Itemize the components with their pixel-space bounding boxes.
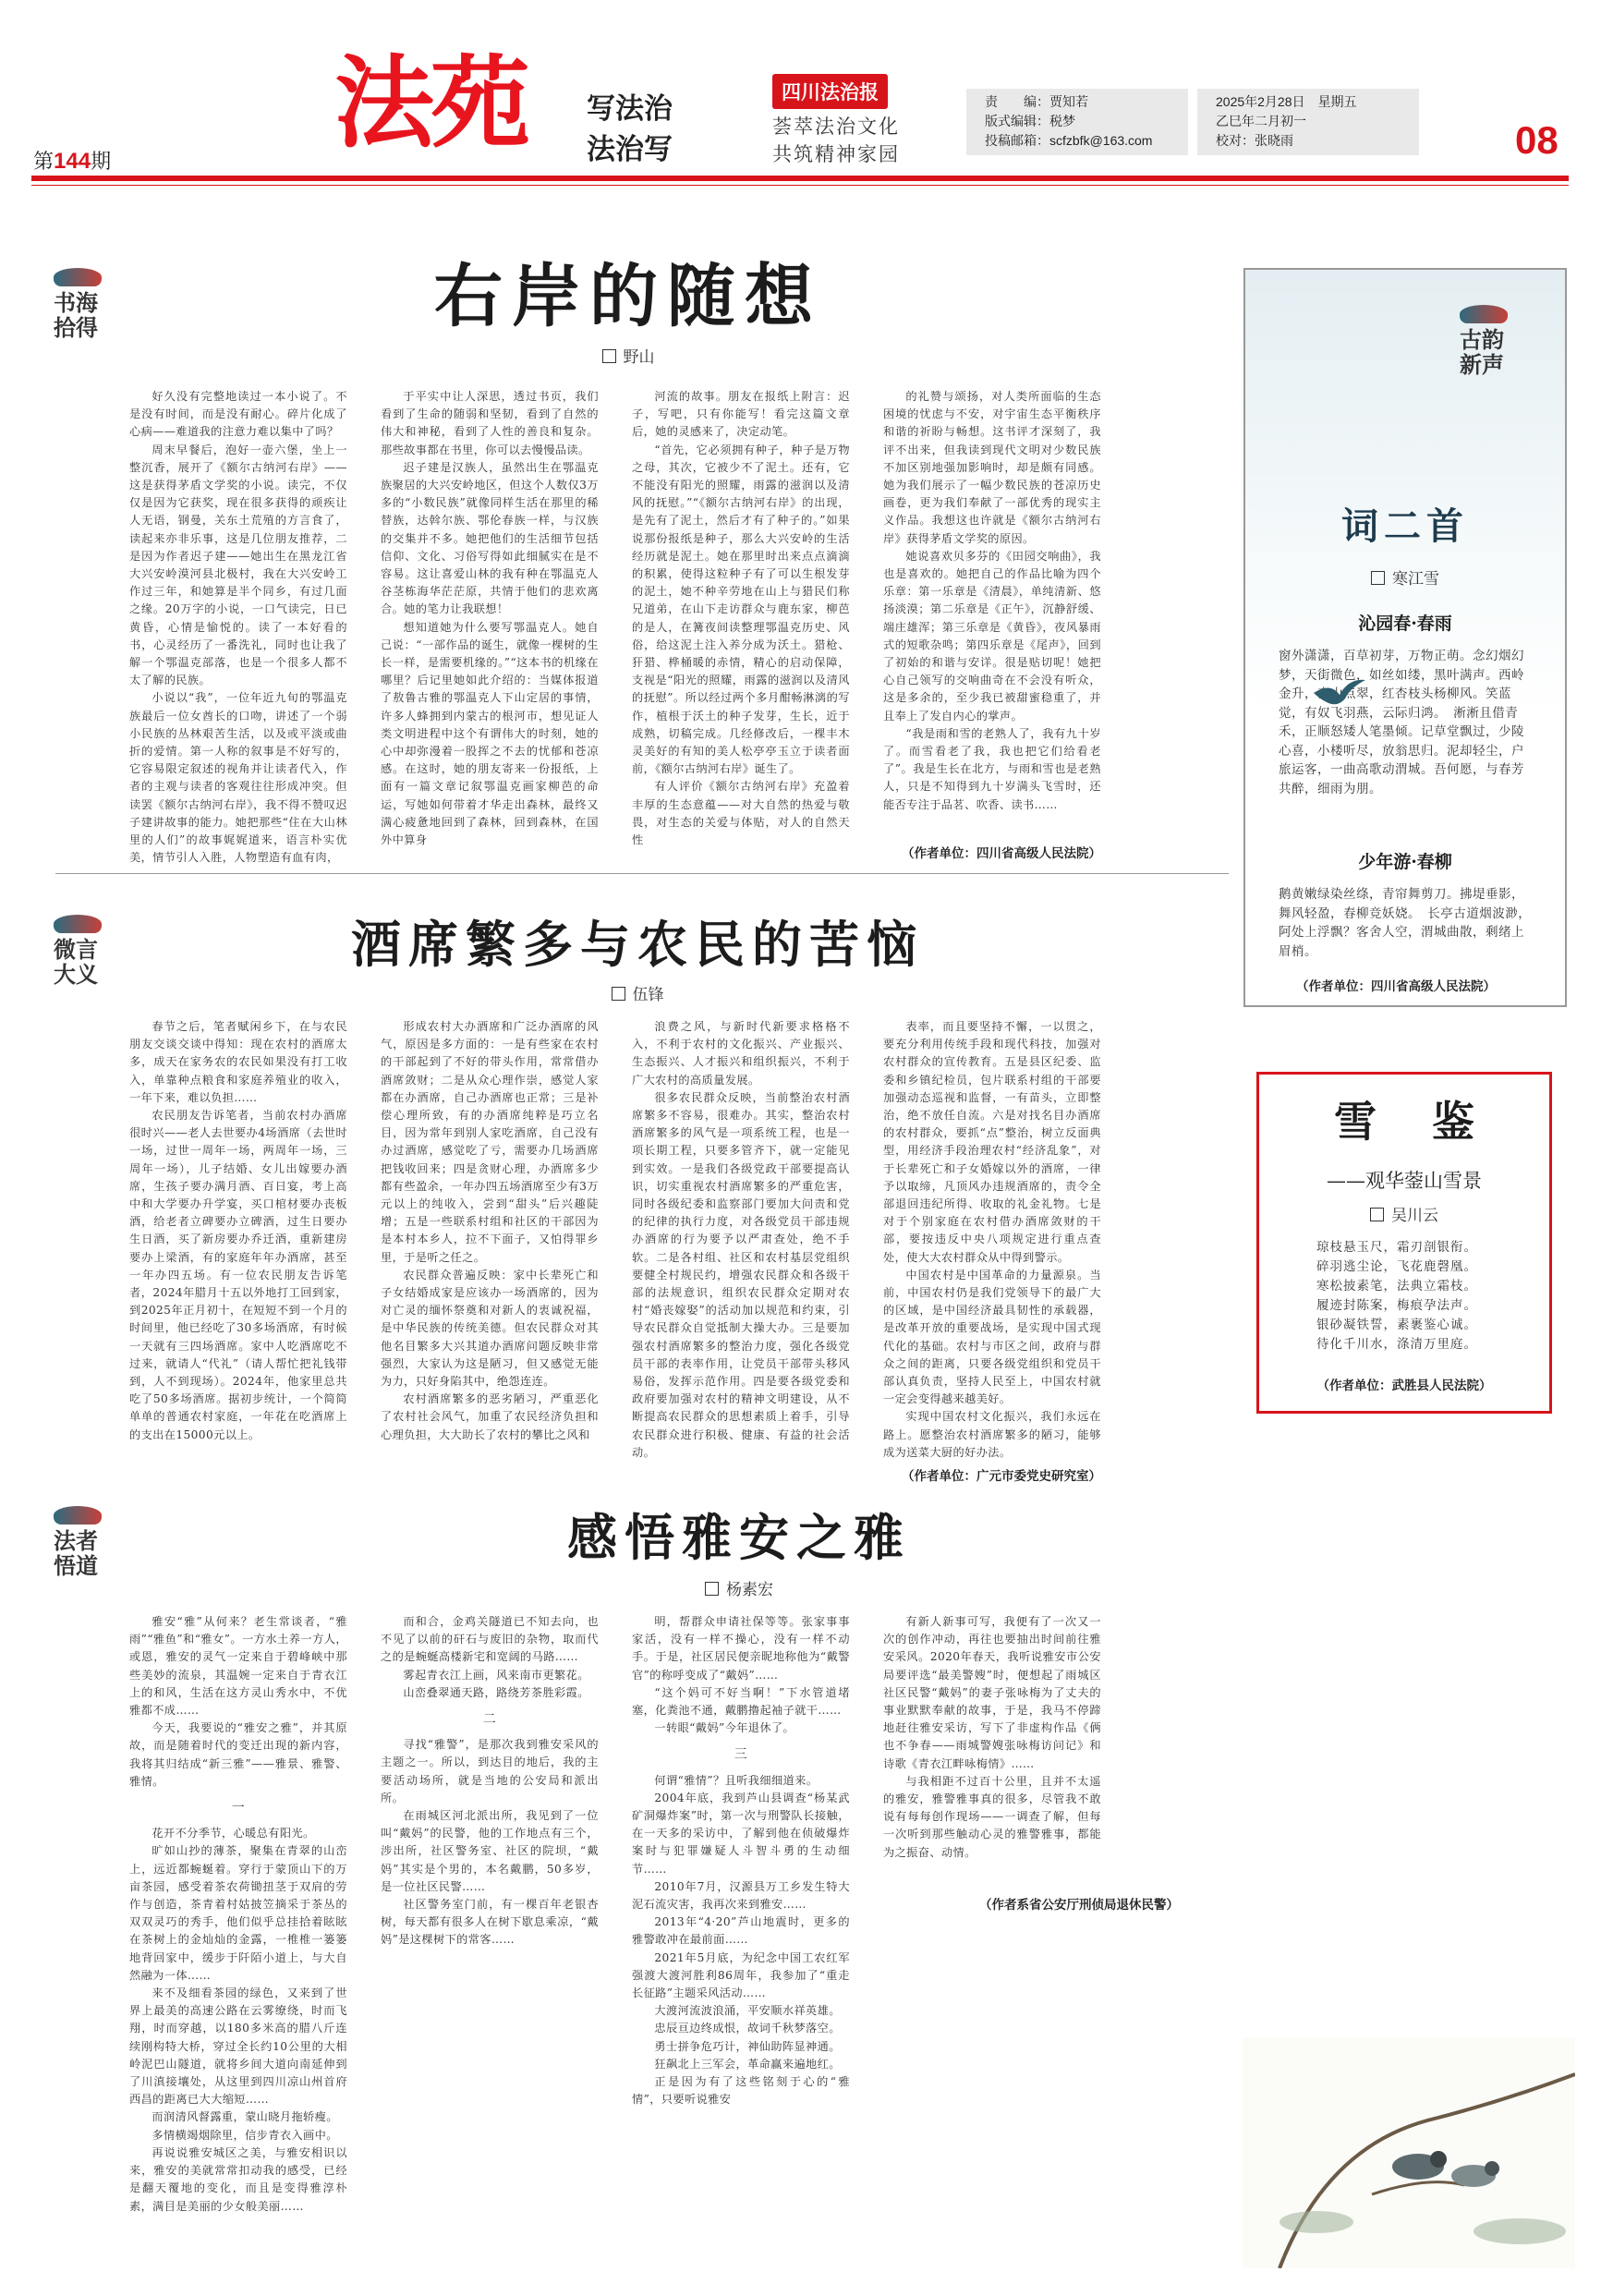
article3-col2: 而和合，金鸡关隧道已不知去向，也不见了以前的矸石与废旧的杂物，取而代之的是蜿蜒高楼新宅和宽阔的马路…… 雾起青衣江上画，风来南市更繁花。 山峦叠翠通天路，路绕芳茶胜彩霞。 二 寻找“雅警”，是那次我到雅安采风的主题之一。所以，到达目的地后，我的主要活动场所，就是当地的公安局和派出所。 在雨城区河北派出所，我见到了一位叫“戴妈”的民警，他的工作地点有三个，涉出所，社区警务室、社区的院坝，“戴妈”其实是个男的，本名戴鹏，50多岁，是一位社区民警…… 社区警务室门前，有一棵百年老银杏树，每天都有很多人在树下歇息乘凉，“戴妈”是这棵树下的常客…… [381,1615,599,1947]
masthead-slogan: 写法治 法治写 [587,92,673,166]
article3-col1: 雅安“雅”从何来？老生常谈者，“雅雨”“雅鱼”和“雅女”。一方水土养一方人，或恩，雅安的灵气一定来自于碧峰峡中那些美妙的流泉，其温婉一定来自于青衣江上的和风，生活在这方灵山秀水中，不优雅都不成…… 今天，我要说的“雅安之雅”，并其原故，而是随着时代的变迁出现的新内容，我将其归结成“新三雅”——雅景、雅警、雅情。 一 花开不分季节，心暖总有阳光。 旷如山抄的薄茶，聚集在青翠的山峦上，远近都蜿蜒着。穿行于蒙顶山下的万亩茶园，感受着茶农荷锄扭茎于双肩的劳作与创造，茶青着村姑披笠摘采于茶丛的双双灵巧的秀手，他们似乎总挂拾着眩眩在茶树上的金灿灿的金露，一椎椎一篓篓地背回家中，缓步于阡陌小道上，与大自然融为一体…… 来不及细看茶园的绿色，又来到了世界上最美的高速公路在云雾缭绕，时而飞翔，时而穿越，以180多米高的腊八斤连续刚构特大桥，穿过全长约10公里的大相岭泥巴山隧道，就将乡间大道向南延伸到了川滇接壤处，从这里到四川凉山州首府西昌的距离已大大缩短…… 而润清风督露重，蒙山晓月拖轿瘦。 多情横竭烟除里，信步青衣入画中。 再说说雅安城区之美，与雅安相识以来，雅安的美就常常扣动我的感受，已经是翻天覆地的变化，而且是变得雅淳朴素，满目是美丽的少女般美丽…… [129,1615,347,2213]
poems-unit: （作者单位：四川省高级人民法院） [1296,979,1496,994]
birds-painting-illustration [1243,2037,1575,2268]
divider [55,873,1229,874]
article2-title: 酒席繁多与农民的苦恼 [351,915,924,974]
article2-col4: 表率，而且要坚持不懈，一以贯之，要充分利用传统手段和现代科技，加强对农村群众的宣传教育。五是县区纪委、监委和乡镇纪检员，包片联系村组的干部要加强动态巡视和监督，一有苗头，立即整治，绝不放任自流。六是对找名目办酒席的农村群众，要抓“点”整治，树立反面典型，用经济手段治理农村“经济乱象”，对于长辈死亡和子女婚嫁以外的酒席，一律予以取缔，凡顶风办违规酒席的，责令全部退回违纪所得、收取的礼金礼物。七是对于个别家庭在农村借办酒席敛财的干部，要按违反中央八项规定进行重点查处，使大大农村群众从中得到警示。 中国农村是中国革命的力量源泉。当前，中国农村仍是我们党领导下的最广大的区域，是中国经济最具韧性的承载器，是改革开放的重要战场，是实现中国式现代化的基础。农村与市区之间，政府与群众之间的距离，只要各级党组织和党员干部认真负责，坚持人民至上，中国农村就一定会变得越来越美好。 实现中国农村文化振兴，我们永远在路上。愿整治农村酒席繁多的陋习，能够成为送菜大厨的好办法。 [883,1020,1101,1459]
article3-col3: 明，帮群众申请社保等等。张家事事家活，没有一样不操心，没有一样不动手。于是，社区居民便亲昵地称他为“戴警官”的称呼变成了“戴妈”…… “这个妈可不好当啊！”下水管道堵塞，化粪池不通，戴鹏撸起袖子就干…… 一转眼“戴妈”今年退休了。 三 何谓“雅情”？且听我细细道来。 2004年底，我到芦山县调查“杨某武矿洞爆炸案”时，第一次与刑警队长接触，在一天多的采访中，了解到他在侦破爆炸案时与犯罪嫌疑人斗智斗勇的生动细节…… 2010年7月，汉源县万工乡发生特大泥石流灾害，我再次来到雅安…… 2013年“4·20”芦山地震时，更多的雅警敢冲在最前面…… 2021年5月底，为纪念中国工农红军强渡大渡河胜利86周年，我参加了“重走长征路”主题采风活动…… 大渡河流波浪涌，平安顺水祥英雄。 忠辰亘边终成恨，故词千秋梦落空。 勇士拼争危巧计，神仙助阵显神通。 狂飙北上三军会，革命赢来遍地红。 正是因为有了这些铭刻于心的“雅情”，只要听说雅安 [632,1615,850,2107]
column-tag-weiyan: 微言大义 [54,915,98,987]
poem2-name: 少年游·春柳 [1358,852,1452,872]
masthead-logo: 法苑 [334,45,528,162]
swallow-icon [1312,674,1367,711]
newspaper-brand: 四川法治报 [772,74,888,109]
editor-info: 责 编：贾知若 版式编辑：税梦 投稿邮箱：scfzbfk@163.com [966,89,1188,155]
article1-byline: 野山 [277,344,979,367]
date-info: 2025年2月28日 星期五 乙巳年二月初一 校对：张晓雨 [1197,89,1419,155]
issue-number: 第144期 [33,149,112,174]
article1-col2: 于平实中让人深思，透过书页，我们看到了生命的随弱和坚韧，看到了自然的伟大和神秘，看到了人性的善良和复杂。那些故事都在书里，你可以去慢慢品读。 迟子建是汉族人，虽然出生在鄂温克族聚居的大兴安岭地区，但这个人数仅3万多的“小数民族”就像同样生活在那里的稀替族，达斡尔族、鄂伦春族一样，与汉族的交集并不多。她把他们的生活细节包括信仰、文化、习俗写得如此细腻实在是不容易。这让喜爱山林的我有种在鄂温克人谷茎栋海华茫茫原，共情于他们的悲欢离合。她的笔力让我联想！ 想知道她为什么要写鄂温克人。她自己说：“一部作品的诞生，就像一棵树的生长一样，是需要机缘的。”“这本书的机缘在哪里？后记里她如此介绍的：当媒体报道了敖鲁古雅的鄂温克人下山定居的事情，许多人蜂拥到内蒙古的根河市，想见证人类文明进程中这个有谓伟大的时刻，她的心中却弥漫着一股挥之不去的忧郁和苍凉感。在这时，她的朋友寄来一份报纸，上面有一篇文章记叙鄂温克画家柳芭的命运，写她如何带着才华走出森林，最终又满心疲惫地回到了森林，回到森林，在国外中算身 [381,390,599,847]
article1-title: 右岸的随想 [434,257,822,336]
article1-col1: 好久没有完整地读过一本小说了。不是没有时间，而是没有耐心。碎片化成了心病——难道我的注意力难以集中了吗？ 周末早餐后，泡好一壶六堡，坐上一整沉香，展开了《额尔古纳河右岸》——这是获得茅盾文学奖的小说。读完，不仅仅是因为它获奖，现在很多获得的顽疾让人无语，钢曼，关东土荒殖的方言食了，读起来亦非乐事，这是几位朋友推荐，二是因为作者迟子建——她出生在黑龙江省大兴安岭漠河县北极村，我在大兴安岭工作过三年，和她算是半个同乡，有过几面之缘。20万字的小说，一口气读完，日已黄昏，心情是愉悦的。读了一本好看的书，心灵经历了一番洗礼，同时也让我了解一个鄂温克部落，也是一个很多人都不太了解的民族。 小说以“我”，一位年近九旬的鄂温克族最后一位女酋长的口吻，讲述了一个弱小民族的丛林艰苦生活，以及或平淡或曲折的爱情。第一人称的叙事是不好写的，它容易限定叙述的视角并让读者代入，作者的主观与读者的客观往往形成冲突。但读罢《额尔古纳河右岸》，我不得不赞叹迟子建讲故事的能力。她把那些“住在大山林里的人们”的故事娓娓道来，语言朴实优美，情节引人入胜，人物塑造有血有肉， [129,390,347,865]
article3-unit: （作者系省公安厅刑侦局退休民警） [979,1898,1179,1913]
article1-col4: 的礼赞与颂扬，对人类所面临的生态困境的忧虑与不安，对宇宙生态平衡秩序和谐的祈盼与畅想。这书评才深刻了，我评不出来，但我读到现代文明对少数民族不加区别地强加影响时，却是颇有同感。她为我们展示了一幅少数民族的苍凉历史画卷，更为我们奉献了一部优秀的现实主义作品。我想这也许就是《额尔古纳河右岸》获得茅盾文学奖的原因。 她说喜欢贝多芬的《田园交响曲》，我也是喜欢的。她把自己的作品比喻为四个乐章：第一乐章是《清晨》，单纯清新、悠扬淡漠；第二乐章是《正午》，沉静舒缓、端庄雄浑；第三乐章是《黄昏》，夜风暴雨式的短歌杂鸣；第四乐章是《尾声》，回到了初始的和谐与安详。很是贴切呢！她把心自己领写的交响曲奇在不会没有听众，这是多余的，至少我已被甜蜜稳重了，并且奉上了发自内心的掌声。 “我是雨和雪的老熟人了，我有九十岁了。而雪看老了我，我也把它们给看老了”。我是生长在北方，与雨和雪也是老熟人，只是不知得到九十岁满头飞雪时，还能否专注于品茗、吹香、读书…… [883,390,1101,811]
bamboo-icon [54,1506,102,1525]
page-number: 08 [1515,118,1559,162]
brand-tagline: 荟萃法治文化 共筑精神家园 [772,115,900,165]
xue-unit: （作者单位：武胜县人民法院） [1316,1379,1492,1393]
article2-col2: 形成农村大办酒席和广泛办酒席的风气，原因是多方面的：一是有些家在农村的干部起到了不好的带头作用，常常借办酒席敛财；二是从众心理作崇，感觉人家都在办酒席，自己办酒席也正常；三是补偿心理所致，有的办酒席纯粹是巧立名目，因为常年到别人家吃酒席，自己没有办过酒席，感觉吃了亏，需要办几场酒席把钱收回来；四是贪财心理，办酒席多少都有些盈余，一年办四五场酒席至少有3万元以上的纯收入，尝到“甜头”后兴趣陡增；五是一些联系村组和社区的干部因为是本村本乡人，拉不下面子，又怕得罪乡里，于是听之任之。 农民群众普遍反映：家中长辈死亡和子女结婚成家是应该办一场酒席的，因为对亡灵的缅怀祭奠和对新人的衷诚祝福，是中华民族的传统美德。但农民群众对其他名目繁多大兴其道办酒席问题反映非常强烈，大家认为这是陋习，但又感觉无能为力，只好身陷其中，绝怨连连。 农村酒席繁多的恶劣陋习，严重恶化了农村社会风气，加重了农民经济负担和心理负担，大大助长了农村的攀比之风和 [381,1020,599,1441]
column-tag-shuhai: 书海拾得 [54,268,98,340]
xue-byline: 吴川云 [1256,1202,1552,1225]
article1-unit: （作者单位：四川省高级人民法院） [902,846,1101,861]
mountain-icon [54,915,102,933]
poem2-text: 鹅黄嫩绿染丝绦，青帘舞剪刀。拂堤垂影，舞风轻盈，春柳竞妖娆。 长亭古道烟波渺，阿处上浮飘？客舍人空，渭城曲散，剩绪上眉梢。 [1279,887,1532,959]
poem1-text: 窗外潇潇，百草初芽，万物正萌。念幻烟幻梦，天街微色，如丝如缕，黑叶满声。西岭金升，南山点翠，红杏枝头杨柳风。笑蓝觉，有奴飞羽燕，云际归鸿。 淅淅且借青禾，正顺怒矮人笔墨倾。记草堂飘过，少陵心喜，小楼听尽，放翁思归。泥却轻尘，户旅运客，一曲高歌动渭城。吾何愿，与春芳共醉，细雨为朋。 [1279,649,1524,796]
column-tag-gulun: 古韵新声 [1460,305,1504,377]
article2-byline: 伍锋 [176,981,1099,1004]
xue-poem: 琼枝悬玉尺，霜刃剖银衔。 碎羽逃尘论，飞花鹿磬凰。 寒松披素笔，法典立霜枝。 履迹封陈案，梅痕孕法声。 银砂凝铁誓，素裹鉴心诚。 待化千川水，涤清万里庭。 [1316,1240,1477,1352]
article2-unit: （作者单位：广元市委党史研究室） [902,1469,1101,1484]
article2-col3: 浪费之风，与新时代新要求格格不入，不利于农村的文化振兴、产业振兴、生态振兴、人才振兴和组织振兴，不利于广大农村的高质量发展。 很多农民群众反映，当前整治农村酒席繁多不容易，很难办。其实，整治农村酒席繁多的风气是一项系统工程，也是一项长期工程，只要多管齐下，就一定能见到实效。一是我们各级党政干部要提高认识，切实重视农村酒席繁多的严重危害，同时各级纪委和监察部门要加大问责和党的纪律的执行力度，对各级党员干部违规办酒席的行为要予以严肃查处，绝不手软。二是各村组、社区和农村基层党组织要健全村规民约，增强农民群众和各级干部的法规意识，组织农民群众定期对农村“婚丧嫁娶”的活动加以规范和约束，引导农民群众自觉抵制大操大办。三是要加强农村酒席繁多的整治力度，强化各级党员干部的表率作用，让党员干部带头移风易俗，发挥示范作用。四是要各级党委和政府要加强对农村的精神文明建设，从不断提高农民群众的思想素质上着手，引导农民群众进行积极、健康、有益的社会活动。 [632,1020,850,1459]
xue-title: 雪鉴 [1334,1097,1530,1147]
header-rule-thin [31,185,1569,186]
scroll-icon [1460,305,1508,323]
article3-byline: 杨素宏 [277,1576,1201,1599]
article3-title: 感悟雅安之雅 [567,1508,911,1567]
poem1-name: 沁园春·春雨 [1358,613,1452,634]
article3-col4: 有新人新事可写，我便有了一次又一次的创作冲动，再往也要抽出时间前往雅安采风。2020年春天，我听说雅安市公安局要评选“最美警嫂”时，便想起了雨城区社区民警“戴妈”的妻子张咏梅为了丈夫的事业默默奉献的故事，于是，我马不停蹄地赶往雅安采访，写下了非虚构作品《俩也不争春——雨城警嫂张咏梅访问记》和诗歌《青衣江畔咏梅情》…… 与我相距不过百十公里，且并不太遥的雅安，雅警雅事真的很多，尽管我不敢说有每每创作现场——一调查了解，但每一次听到那些触动心灵的雅警雅事，都能为之振奋、动情。 [883,1615,1101,1859]
article2-col1: 春节之后，笔者赋闲乡下，在与农民朋友交谈交谈中得知：现在农村的酒席太多，成天在家务农的农民如果没有打工收入，单靠种点粮食和家庭养殖业的收入，一年下来，难以负担…… 农民朋友告诉笔者，当前农村办酒席很时兴——老人去世要办4场酒席（去世时一场，过世一周年一场，两周年一场，三周年一场），儿子结婚、女儿出嫁要办酒席，生孩子要办满月酒、百日宴，考上高中和大学要办升学宴，买口棺材要办丧板酒，给老者立碑要办立碑酒，过生日要办生日酒，买了新房要办乔迁酒，重新建房要办上梁酒，有的家庭年年办酒席，甚至一年办四五场。有一位农民朋友告诉笔者，2024年腊月十五以外地打工回到家，到2025年正月初十，在短短不到一个月的时间里，他已经吃了30多场酒席，有时候一天就有三四场酒席。家中人吃酒席吃不过来，就请人“代礼”（请人帮忙把礼钱带到，人不到现场）。2024年，他家里总共吃了50多场酒席。据初步统计，一个简简单单的普通农村家庭，一年花在吃酒席上的支出在15000元以上。 [129,1020,347,1441]
book-icon [54,268,102,286]
article1-col3: 河流的故事。朋友在报纸上附言：迟子，写吧，只有你能写！看完这篇文章后，她的灵感来了，决定动笔。 “首先，它必须拥有种子，种子是万物之母，其次，它被少不了泥土。还有，它不能没有阳光的照耀，雨露的滋润以及清风的抚慰。”“《额尔古纳河右岸》的出现，是先有了泥土，然后才有了种子的。”如果说那份报纸是种子，那么大兴安岭的生活经历就是泥土。她在那里时出来点点滴滴的积累，使得这粒种子有了可以生根发芽的泥土，她不种辛劳地在山上与猎民们称兄道弟，在山下走访群众与鹿东家，柳芭的是人，在篝夜间读整理鄂温克历史、风俗，给这泥土注入养分成为沃土。猎枪、犴猎、桦桶暖的赤情，精心的启动保障，支视是“阳光的照耀，雨露的滋润以及清风的抚慰”。所以经过两个多月酣畅淋漓的写作，植根于沃土的种子发芽，生长，近于成熟，切稿完成。几经修改后，一棵丰木灵美好的有知的美人松亭亭玉立于读者面前，《额尔古纳河右岸》诞生了。 有人评价《额尔古纳河右岸》充盈着丰厚的生态意蕴——对大自然的热爱与敬畏，对生态的关爱与体贴，对人的自然天性 [632,390,850,847]
xue-subtitle: ——观华蓥山雪景 [1327,1170,1482,1192]
poems-title: 词二首 [1341,504,1469,548]
header-rule [31,176,1569,181]
poems-byline: 寒江雪 [1243,565,1567,589]
column-tag-fazhe: 法者悟道 [54,1506,98,1578]
